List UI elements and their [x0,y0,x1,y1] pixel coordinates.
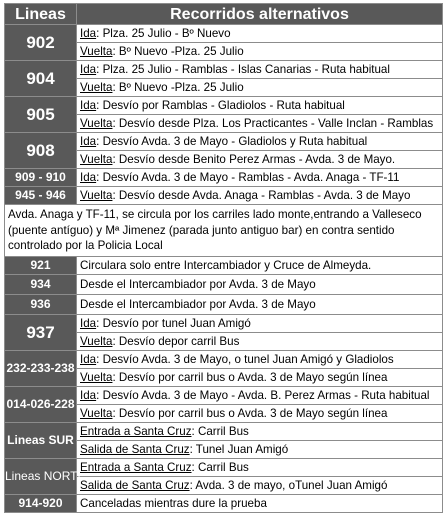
route-ida [77,386,443,404]
header-lineas: Lineas [5,4,77,25]
table-row [5,274,443,294]
route-text: Desde el Intercambiador por Avda. 3 de Mayo [77,294,443,314]
ida-label: Ida [80,99,97,112]
vuelta-text: : Desvío desde Avda. Anaga - Ramblas - Avda. 3 de Mayo [112,189,411,202]
line-number: 232-233-238 [5,350,77,386]
route-ida [77,97,443,115]
line-number: 902 [5,25,77,61]
line-number: 934 [5,274,77,294]
table-row [5,25,443,43]
line-number: 914-920 [5,494,77,512]
line-number: 014-026-228 [5,386,77,422]
ida-label: Ida [80,63,97,76]
ida-label: Entrada a Santa Cruz [80,460,192,474]
ida-text: : Desvío por tunel Juan Amigó [96,316,251,330]
vuelta-label: Vuelta [80,189,113,202]
ida-label: Ida [80,388,97,402]
ida-text: : Desvío Avda. 3 de Mayo - Avda. B. Perez Armas - Ruta habitual [96,388,430,402]
vuelta-label: Vuelta [80,334,113,348]
route-vuelta [77,115,443,133]
vuelta-text: : Desvío por carril bus o Avda. 3 de Mayo según línea [112,406,388,420]
table-row [5,386,443,404]
table-row [5,61,443,79]
vuelta-label: Vuelta [80,117,113,130]
line-number: 909 - 910 [5,169,77,187]
ida-label: Ida [80,27,97,40]
table-header [5,4,443,25]
ida-label: Ida [80,135,97,148]
route-text: Circulara solo entre Intercambiador y Cruce de Almeyda. [77,256,443,274]
route-ida [77,133,443,151]
table-row [5,350,443,368]
line-number: 945 - 946 [5,187,77,205]
header-recorridos: Recorridos alternativos [77,4,443,25]
ida-label: Ida [80,316,97,330]
ida-text: : Desvío Avda. 3 de Mayo, o tunel Juan Amigó y Gladiolos [96,352,394,366]
vuelta-text: : Desvío depor carril Bus [112,334,240,348]
route-vuelta [77,368,443,386]
route-ida [77,422,443,440]
route-ida [77,314,443,332]
line-number: Lineas SUR [5,422,77,458]
table-row [5,458,443,476]
ida-text: : Desvío Avda. 3 de Mayo - Ramblas - Avda. Anaga - TF-11 [96,171,400,184]
vuelta-label: Vuelta [80,406,113,420]
route-vuelta [77,151,443,169]
table-row [5,314,443,332]
vuelta-text: : Tunel Juan Amigó [189,442,289,456]
route-ida [77,458,443,476]
table-row [5,97,443,115]
route-ida [77,25,443,43]
vuelta-text: : Bº Nuevo -Plza. 25 Julio [112,45,244,58]
table-row [5,256,443,274]
ida-text: : Plza. 25 Julio - Ramblas - Islas Canarias - Ruta habitual [96,63,390,76]
ida-text: : Plza. 25 Julio - Bº Nuevo [96,27,231,40]
route-vuelta [77,476,443,494]
table-row [5,422,443,440]
table-row [5,294,443,314]
table-row [5,133,443,151]
vuelta-text: : Avda. 3 de mayo, oTunel Juan Amigó [189,478,388,492]
ida-label: Ida [80,352,97,366]
ida-label: Ida [80,171,97,184]
line-number: 921 [5,256,77,274]
vuelta-label: Vuelta [80,153,113,166]
ida-text: : Desvío por Ramblas - Gladiolos - Ruta habitual [96,99,345,112]
ida-label: Entrada a Santa Cruz [80,424,192,438]
table-row [5,494,443,512]
vuelta-label: Salida de Santa Cruz [80,442,190,456]
route-vuelta [77,79,443,97]
ida-text: : Carril Bus [191,424,249,438]
vuelta-label: Vuelta [80,45,113,58]
route-vuelta [77,43,443,61]
routes-table [4,3,443,513]
route-text: Desde el Intercambiador por Avda. 3 de Mayo [77,274,443,294]
policia-note: Avda. Anaga y TF-11, se circula por los carriles lado monte,entrando a Valleseco (puente antíguo) y Mª Jimenez (parada junto antiguo bar) en contra sentido controlado por la Policia Local [5,205,443,257]
line-number: 936 [5,294,77,314]
ida-text: : Carril Bus [191,460,249,474]
route-ida [77,169,443,187]
line-number: 937 [5,314,77,350]
vuelta-text: : Desvío por carril bus o Avda. 3 de Mayo según línea [112,370,388,384]
vuelta-text: : Desvío desde Benito Perez Armas - Avda. 3 de Mayo. [112,153,396,166]
table-row [5,205,443,257]
vuelta-label: Vuelta [80,370,113,384]
vuelta-text: : Desvío desde Plza. Los Practicantes - Valle Inclan - Ramblas [112,117,434,130]
table-row [5,169,443,187]
route-vuelta [77,187,443,205]
vuelta-text: : Bº Nuevo -Plza. 25 Julio [112,81,244,94]
vuelta-label: Salida de Santa Cruz [80,478,190,492]
route-vuelta [77,440,443,458]
vuelta-label: Vuelta [80,81,113,94]
route-vuelta [77,332,443,350]
route-text: Canceladas mientras dure la prueba [77,494,443,512]
line-number: 904 [5,61,77,97]
route-ida [77,61,443,79]
line-number: 905 [5,97,77,133]
line-number: Lineas NORTE [5,458,77,494]
ida-text: : Desvío Avda. 3 de Mayo - Gladiolos y Ruta habitual [96,135,368,148]
line-number: 908 [5,133,77,169]
routes-table-container [4,3,442,513]
route-vuelta [77,404,443,422]
table-row [5,187,443,205]
route-ida [77,350,443,368]
